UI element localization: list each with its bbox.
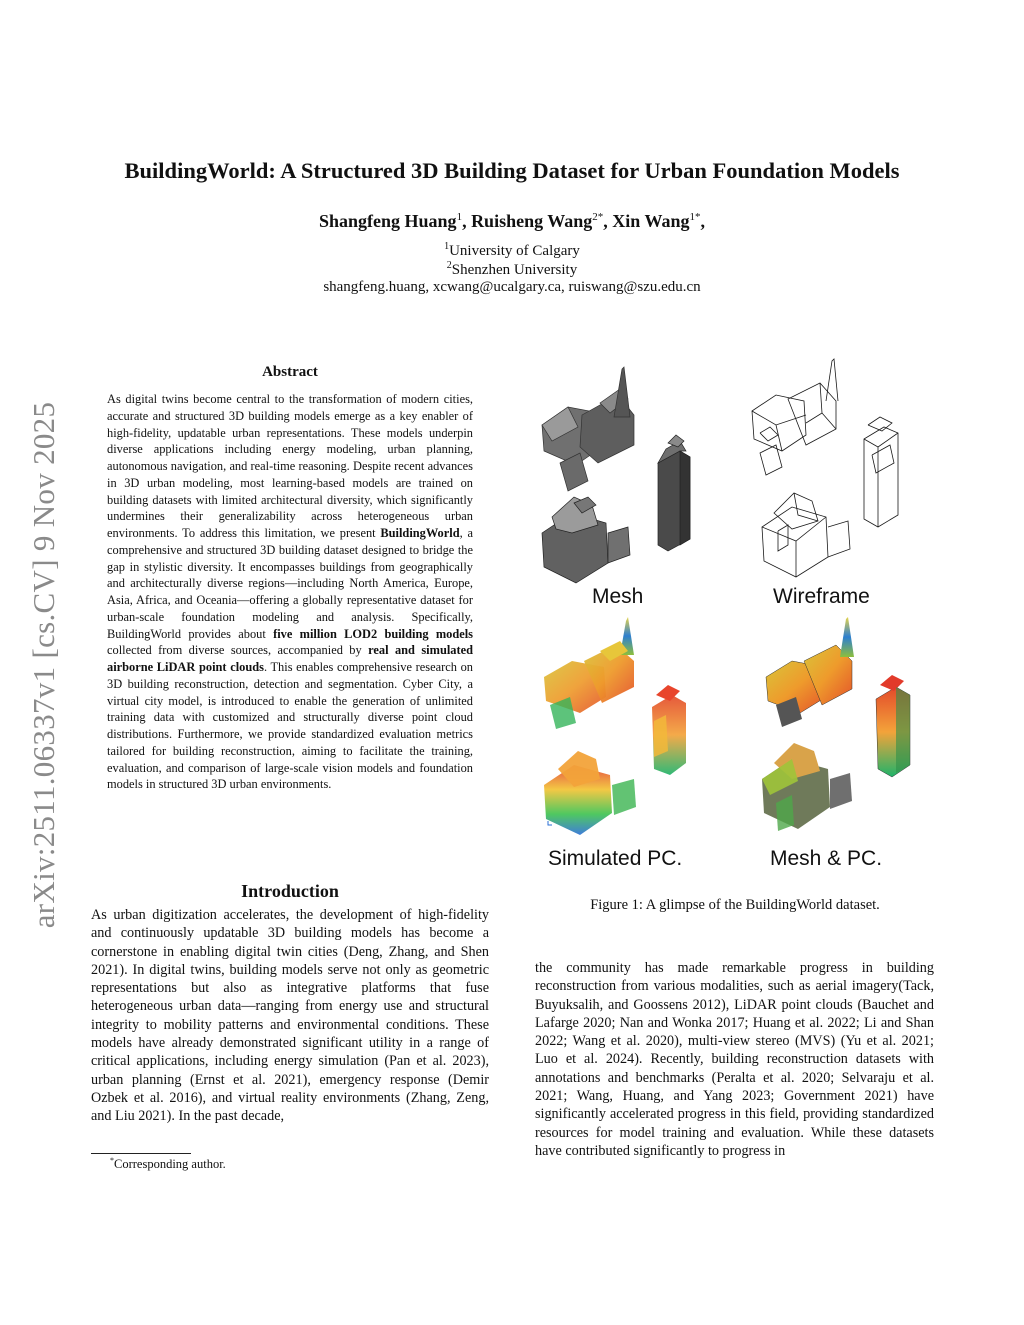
footnote-mark: *: [110, 1156, 114, 1165]
footnote: [110, 1156, 226, 1172]
author-list: [60, 211, 964, 232]
author-name: Xin Wang: [612, 211, 690, 231]
abstract-text: . This enables comprehensive research on 3D building reconstruction, detection and segmentation. Cyber City, a virtual city model, is introduced to enable the generation of unlimited training data with customized and structurally diverse point cloud distributions. Furthermore, we provide standardized evaluation metrics tailored for building reconstruction, aiming to facilitate the training, evaluation, and comparison of large-scale vision models and foundation models in structured 3D urban environments.: [107, 660, 473, 792]
author-mark: 1: [456, 211, 463, 223]
affiliation-1: [60, 241, 964, 260]
figure-caption: Figure 1: A glimpse of the BuildingWorld dataset.: [590, 897, 880, 913]
author-sep: ,: [603, 211, 613, 231]
affiliation-text: University of Calgary: [449, 243, 580, 259]
affiliation-mark: 2: [446, 260, 452, 271]
simulated-pc-house: [544, 751, 636, 835]
wireframe-tower: [864, 417, 898, 527]
section-heading-introduction: Introduction: [241, 881, 339, 901]
figure-label-wireframe: Wireframe: [773, 585, 870, 608]
abstract-emphasis: BuildingWorld: [380, 526, 460, 540]
mesh-tower: [658, 435, 690, 551]
author-mark: 2*: [592, 211, 604, 223]
mesh-house: [542, 497, 630, 583]
abstract-body: [107, 391, 473, 793]
abstract-heading: Abstract: [262, 364, 318, 380]
affiliation-2: [60, 260, 964, 279]
abstract-text: As digital twins become central to the transformation of modern cities, accurate and structured 3D building models emerge as a key enabler of high-fidelity, updatable urban representations. These models underpin diverse applications including energy modeling, urban planning, autonomous navigation, and real-time reasoning. Despite recent advances in 3D urban modeling, most learning-based models are trained on building datasets with limited architectural diversity, which significantly undermines their generalizability across heterogeneous urban environments. To address this limitation, we present: [107, 392, 473, 540]
arxiv-id: arXiv:2511.06337v1 [cs.CV] 9 Nov 2025: [26, 401, 61, 929]
paper-title: BuildingWorld: A Structured 3D Building Dataset for Urban Foundation Models: [124, 158, 900, 183]
abstract-text: collected from diverse sources, accompanied by: [107, 643, 369, 658]
abstract-emphasis: five million LOD2 building models: [273, 626, 474, 641]
wireframe-house: [762, 493, 850, 577]
figure-1: [530, 355, 940, 885]
simulated-pc-cathedral: [544, 617, 634, 729]
wireframe-cathedral: [752, 359, 838, 475]
figure-label-simulated-pc: Simulated PC.: [548, 847, 683, 870]
author-sep: ,: [700, 211, 705, 231]
abstract-emphasis: real and simulated airborne LiDAR point clouds: [107, 643, 473, 674]
affiliation-text: Shenzhen University: [451, 262, 578, 278]
body-paragraph-right: the community has made remarkable progress in building reconstruction from various modalities, such as aerial imagery(Tack, Buyuksalih, and Goossens 2012), LiDAR point clouds (Bauchet and Lafarge 2020; Nan and Wonka 2017; Huang et al. 2022; Li and Shan 2022; Wang et al. 2020), multi-view stereo (MVS) (Yu et al. 2021; Luo et al. 2024). Recently, building reconstruction datasets with annotations and benchmarks (Peralta et al. 2020; Selvaraju et al. 2021; Wang, Huang, and Yang 2023; Government 2021) have significantly accelerated progress in this field, providing standardized resources for model training and evaluation. While these datasets have contributed significantly to progress in: [535, 960, 934, 1159]
author-sep: ,: [462, 211, 472, 231]
mesh-pc-house: [762, 743, 852, 831]
mesh-pc-tower: [876, 675, 910, 777]
figure-label-mesh-pc: Mesh & PC.: [770, 847, 883, 870]
author-name: Shangfeng Huang: [319, 211, 457, 231]
simulated-pc-tower: [652, 685, 686, 775]
abstract-text: , a comprehensive and structured 3D building dataset designed to bridge the gap in stylistic diversity. It encompasses buildings from geographically and architecturally diverse regions—including North America, Europe, Asia, Africa, and Oceania—offering a globally representative dataset for urban-scale foundation modeling and analysis. Specifically, BuildingWorld provides about: [107, 526, 473, 641]
author-name: Ruisheng Wang: [471, 211, 593, 231]
author-mark: 1*: [689, 211, 701, 223]
affiliation-mark: 1: [444, 241, 450, 252]
mesh-pc-cathedral: [766, 617, 854, 727]
author-emails: shangfeng.huang, xcwang@ucalgary.ca, ruiswang@szu.edu.cn: [323, 279, 701, 295]
arxiv-sidebar: [20, 375, 68, 955]
footnote-rule: [91, 1153, 191, 1154]
intro-paragraph: As urban digitization accelerates, the development of high-fidelity and continuously updatable 3D building models has become a cornerstone in enabling digital twin cities (Deng, Zhang, and Shen 2021). In digital twins, building models serve not only as geometric representations but also as integrative platforms that fuse heterogeneous urban data—ranging from energy use and structural integrity to mobility patterns and environmental conditions. These models have already demonstrated significant utility in a range of critical applications, including energy simulation (Pan et al. 2023), urban planning (Ernst et al. 2021), emergency response (Demir Ozbek et al. 2016), and virtual reality environments (Zhang, Zeng, and Liu 2021). In the past decade,: [91, 907, 489, 1125]
figure-label-mesh: Mesh: [592, 585, 644, 608]
footnote-text: Corresponding author.: [114, 1157, 226, 1172]
mesh-cathedral: [542, 367, 634, 491]
figure-1-graphic: [530, 355, 940, 885]
